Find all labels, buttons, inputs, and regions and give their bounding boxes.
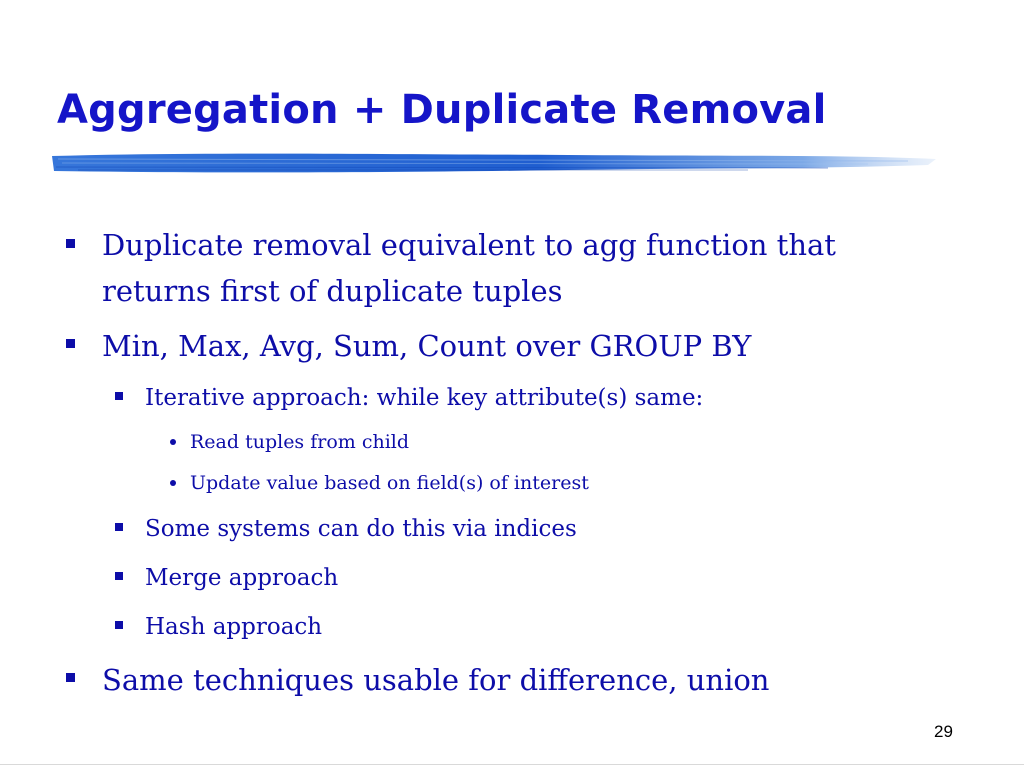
page-number: 29 xyxy=(934,722,953,741)
sub-bullet-text: Hash approach xyxy=(145,614,323,640)
title-underline-brushstroke xyxy=(48,150,938,178)
bullet-duplicate-removal xyxy=(60,222,960,314)
sub-sub-bullet-read-tuples xyxy=(60,427,960,457)
square-bullet-icon xyxy=(66,239,75,248)
slide-title: Aggregation + Duplicate Removal xyxy=(57,87,827,133)
bullet-list xyxy=(60,222,960,712)
square-bullet-icon xyxy=(115,621,123,629)
square-bullet-icon xyxy=(115,392,123,400)
round-bullet-icon xyxy=(170,439,176,445)
sub-bullet-text: Some systems can do this via indices xyxy=(145,516,577,542)
bullet-text-line-1: Duplicate removal equivalent to agg function that xyxy=(102,228,836,262)
square-bullet-icon xyxy=(115,572,123,580)
sub-bullet-iterative-approach xyxy=(60,378,960,418)
square-bullet-icon xyxy=(115,523,123,531)
bullet-same-techniques xyxy=(60,656,960,704)
sub-bullet-text: Iterative approach: while key attribute(s) same: xyxy=(145,385,704,411)
round-bullet-icon xyxy=(170,480,176,486)
bullet-aggregates xyxy=(60,322,960,370)
bullet-text: Min, Max, Avg, Sum, Count over GROUP BY xyxy=(102,329,752,363)
square-bullet-icon xyxy=(66,673,75,682)
sub-sub-bullet-text: Read tuples from child xyxy=(190,431,410,453)
sub-sub-bullet-update-value xyxy=(60,468,960,498)
sub-bullet-hash-approach xyxy=(60,607,960,647)
bullet-text-line-2: returns first of duplicate tuples xyxy=(102,274,563,308)
sub-sub-bullet-text: Update value based on field(s) of interest xyxy=(190,472,589,494)
footer-divider xyxy=(0,764,1024,765)
sub-bullet-merge-approach xyxy=(60,558,960,598)
square-bullet-icon xyxy=(66,339,75,348)
bullet-text: Same techniques usable for difference, union xyxy=(102,663,770,697)
sub-bullet-text: Merge approach xyxy=(145,565,339,591)
sub-bullet-indices xyxy=(60,509,960,549)
